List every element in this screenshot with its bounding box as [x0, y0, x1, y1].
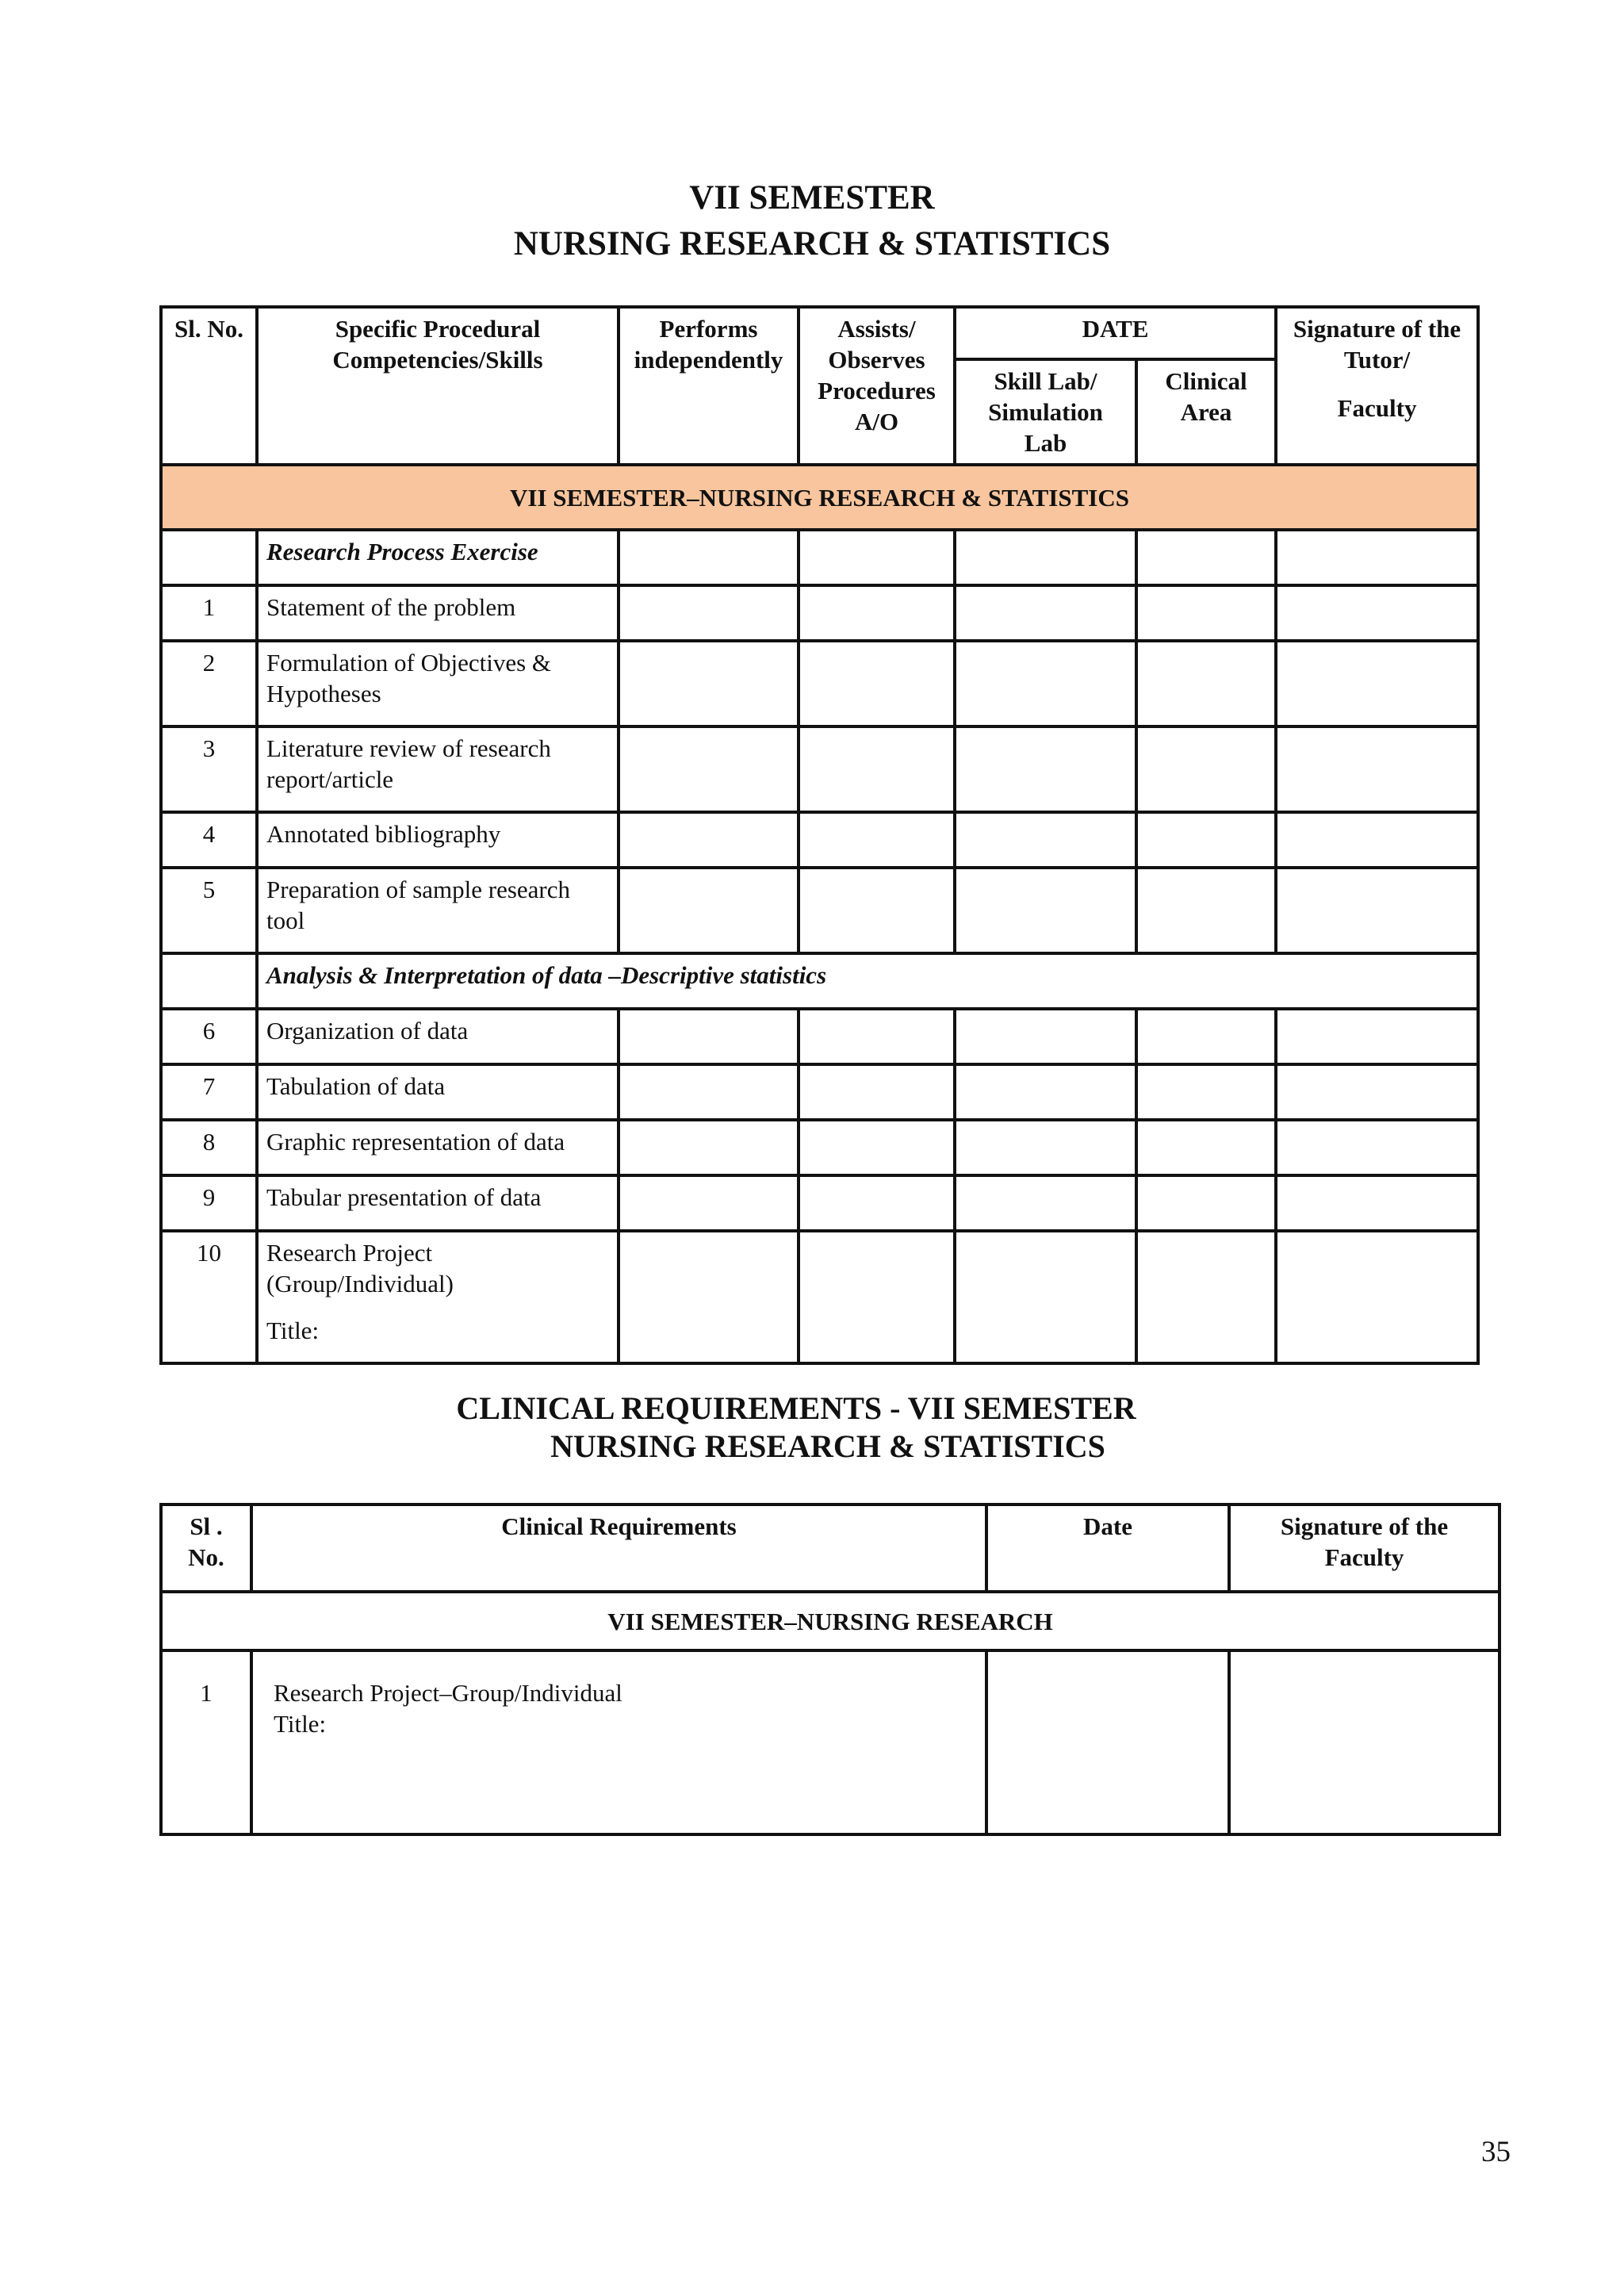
table-row: 7 Tabulation of data: [161, 1064, 1478, 1120]
col-signature: [1276, 307, 1478, 465]
col-date: DATE: [955, 307, 1276, 359]
table-row: 1 Statement of the problem: [161, 585, 1478, 641]
signature-line1: Signature of the Tutor/: [1293, 315, 1461, 374]
section-analysis: Analysis & Interpretation of data –Descriptive statistics: [257, 953, 1478, 1009]
clinical-title: CLINICAL REQUIREMENTS - VII SEMESTER: [456, 1390, 1136, 1426]
page-title: VII SEMESTER: [689, 179, 935, 217]
project-title-label: Title:: [266, 1317, 320, 1344]
clinical-subtitle: NURSING RESEARCH & STATISTICS: [550, 1428, 1105, 1464]
col-assists: Assists/ Observes Procedures A/O: [799, 307, 955, 465]
empty-cell: [161, 953, 257, 1009]
requirement-label: Research Project–Group/Individual: [274, 1679, 622, 1707]
table-row: 9 Tabular presentation of data: [161, 1175, 1478, 1231]
table-row: 1 Research Project–Group/Individual Title:: [161, 1650, 1500, 1834]
skills-table: [159, 305, 1480, 1365]
semester-band: VII SEMESTER–NURSING RESEARCH & STATISTICS: [161, 465, 1478, 530]
table-row: 8 Graphic representation of data: [161, 1120, 1478, 1175]
section-research-process: Research Process Exercise: [257, 530, 619, 585]
signature-line2: Faculty: [1337, 394, 1417, 422]
table-row: 4 Annotated bibliography: [161, 812, 1478, 868]
page-number: 35: [1481, 2136, 1511, 2168]
table-row: 3 Literature review of research report/article: [161, 726, 1478, 812]
col-sl-no: Sl . No.: [161, 1504, 251, 1592]
col-performs: Performs independently: [619, 307, 799, 465]
table-row: 2 Formulation of Objectives & Hypotheses: [161, 641, 1478, 726]
col-skill-lab: Skill Lab/ Simulation Lab: [955, 359, 1136, 465]
col-date: Date: [986, 1504, 1229, 1592]
table-row: 10 Research Project (Group/Individual) Title:: [161, 1231, 1478, 1363]
requirement-title-label: Title:: [274, 1710, 327, 1738]
col-clinical-area: Clinical Area: [1136, 359, 1276, 465]
table-row: 6 Organization of data: [161, 1009, 1478, 1064]
col-requirements: Clinical Requirements: [251, 1504, 986, 1592]
project-label: Research Project (Group/Individual): [266, 1239, 454, 1297]
empty-cell: [161, 530, 257, 585]
col-competencies: Specific Procedural Competencies/Skills: [257, 307, 619, 465]
table-row: 5 Preparation of sample research tool: [161, 868, 1478, 953]
semester-band: VII SEMESTER–NURSING RESEARCH: [161, 1592, 1500, 1650]
page-subtitle: NURSING RESEARCH & STATISTICS: [513, 225, 1111, 263]
col-sl-no: Sl. No.: [161, 307, 257, 465]
clinical-table: [159, 1503, 1501, 1836]
col-signature: Signature of the Faculty: [1229, 1504, 1500, 1592]
